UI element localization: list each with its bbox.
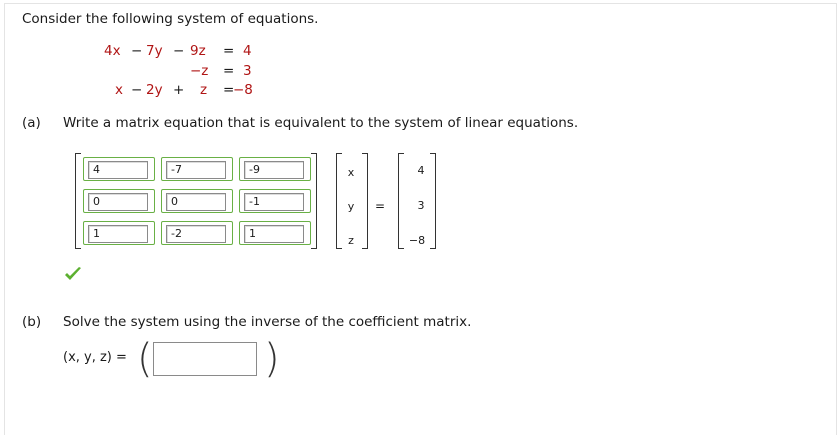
- eq1-op2: −: [173, 43, 185, 59]
- const-left-bracket: [398, 153, 404, 249]
- var-y: y: [347, 200, 355, 213]
- var-right-bracket: [362, 153, 368, 249]
- eq3-equals: =: [223, 82, 235, 98]
- question-intro: Consider the following system of equations.: [22, 11, 319, 27]
- matrix-cell-r1c3[interactable]: -9: [244, 161, 304, 179]
- eq1-rhs: 4: [243, 43, 252, 59]
- matrix-cell-r2c2[interactable]: 0: [166, 193, 226, 211]
- question-panel: [4, 3, 837, 435]
- eq2-rhs: 3: [243, 63, 252, 79]
- const-1: 4: [417, 164, 425, 177]
- answer-input[interactable]: [153, 342, 257, 376]
- matrix-cell-r1c1[interactable]: 4: [88, 161, 148, 179]
- eq3-op1: −: [131, 82, 143, 98]
- matrix-cell-r1c2[interactable]: -7: [166, 161, 226, 179]
- const-3: −8: [408, 234, 426, 247]
- eq1-equals: =: [223, 43, 235, 59]
- const-2: 3: [417, 199, 425, 212]
- matrix-left-bracket: [75, 153, 81, 249]
- eq1-term-y: 7y: [146, 43, 163, 59]
- matrix-cell-r3c2[interactable]: -2: [166, 225, 226, 243]
- eq3-term-y: 2y: [146, 82, 163, 98]
- part-b-label: (b): [22, 314, 42, 330]
- matrix-cell-r2c3[interactable]: -1: [244, 193, 304, 211]
- answer-prompt: (x, y, z) =: [63, 350, 127, 365]
- checkmark-icon: [64, 266, 82, 282]
- eq2-equals: =: [223, 63, 235, 79]
- var-x: x: [347, 166, 355, 179]
- part-a-label: (a): [22, 115, 41, 131]
- eq3-rhs: −8: [233, 82, 253, 98]
- matrix-right-bracket: [311, 153, 317, 249]
- eq2-term-z: −z: [190, 63, 209, 79]
- right-paren: ): [264, 336, 280, 382]
- var-z: z: [348, 234, 354, 247]
- matrix-cell-r3c1[interactable]: 1: [88, 225, 148, 243]
- eq3-term-x: x: [115, 82, 123, 98]
- eq1-op1: −: [131, 43, 143, 59]
- matrix-equals-sign: =: [375, 199, 386, 213]
- eq3-term-z: z: [200, 82, 208, 98]
- left-paren: (: [137, 336, 153, 382]
- eq1-term-x: 4x: [104, 43, 121, 59]
- matrix-cell-r3c3[interactable]: 1: [244, 225, 304, 243]
- eq1-term-z: 9z: [190, 43, 206, 59]
- matrix-cell-r2c1[interactable]: 0: [88, 193, 148, 211]
- part-a-text: Write a matrix equation that is equivalent to the system of linear equations.: [63, 115, 579, 131]
- eq3-op2: +: [173, 82, 185, 98]
- part-b-text: Solve the system using the inverse of the coefficient matrix.: [63, 314, 472, 330]
